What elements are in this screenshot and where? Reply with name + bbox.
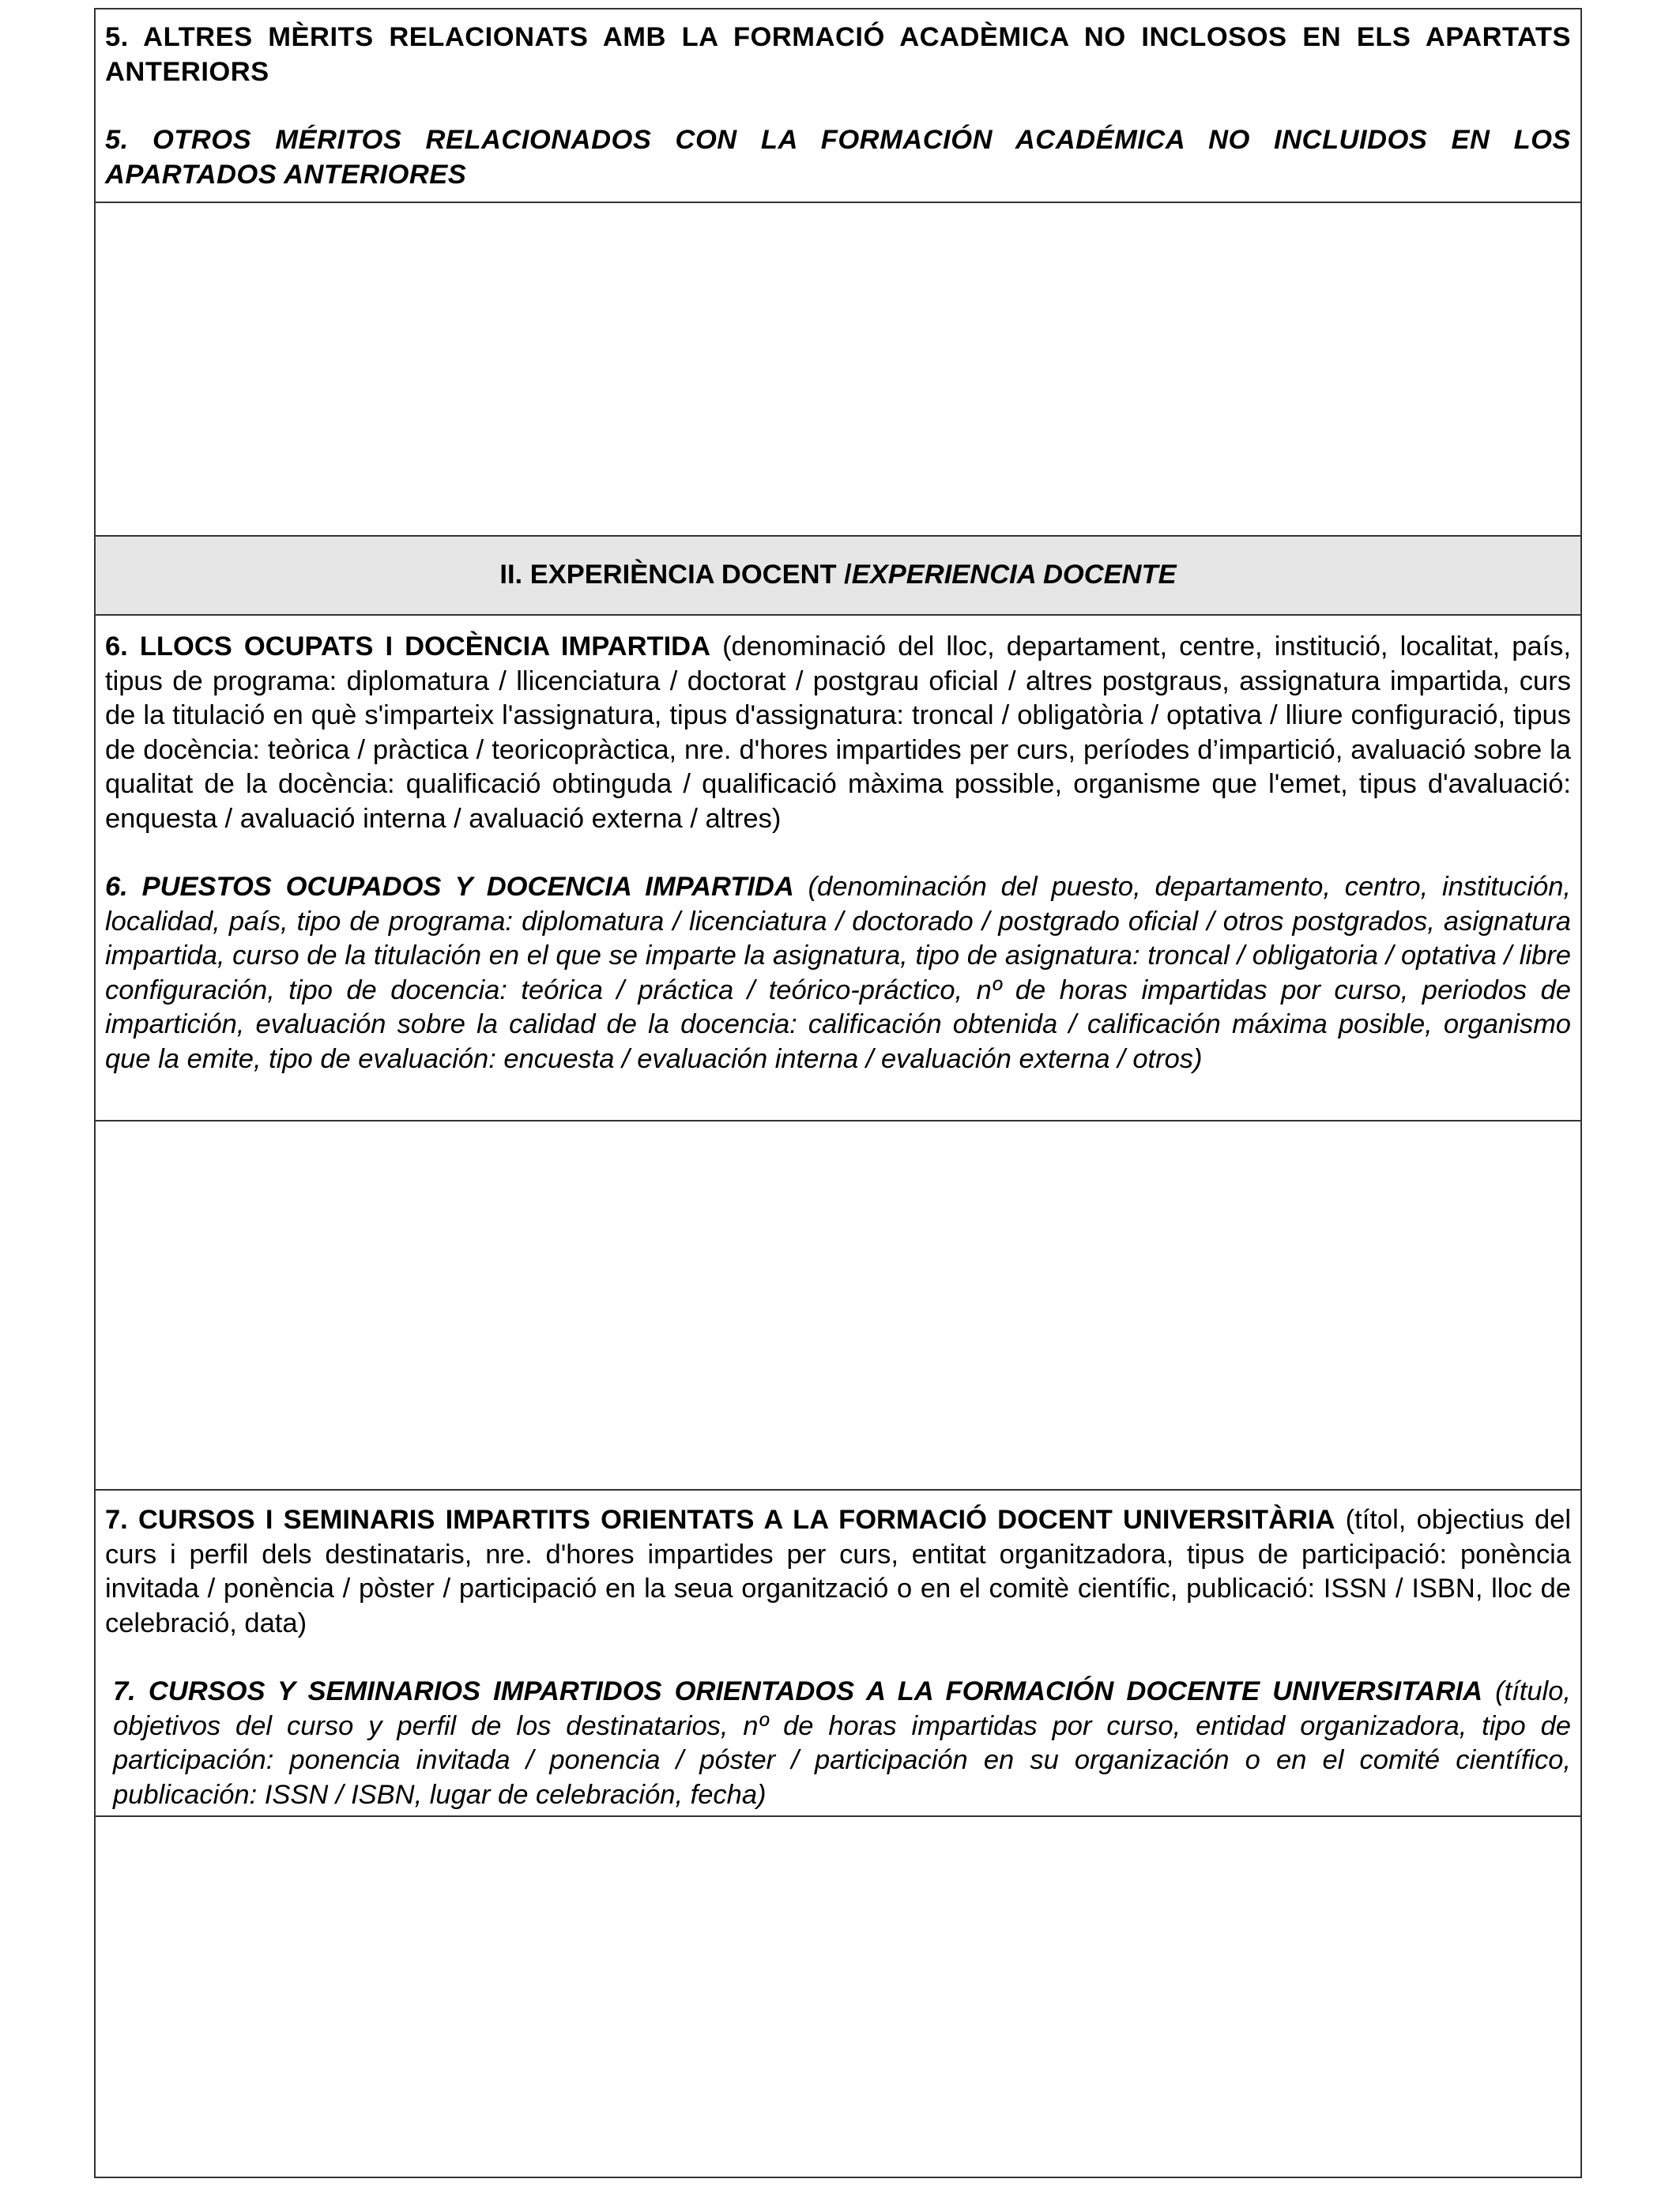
section-5-title-ca: 5. ALTRES MÈRITS RELACIONATS AMB LA FORMACIÓ ACADÈMICA NO INCLOSOS EN ELS APARTATS ANTERIORS: [105, 22, 1571, 87]
section-6-entry-area[interactable]: [96, 1122, 1580, 1491]
section-7-entry-area[interactable]: [96, 1817, 1580, 2177]
cv-form-table: [94, 8, 1582, 2178]
section-7-desc-ca: (títol, objectius del curs i perfil dels destinataris, nre. d'hores impartides per curs, entitat organitzadora, tipus de participació: ponència invitada / ponència / pòster / participació en la seua organització o en el comitè científic, publicació: ISSN / ISBN, lloc de celebració, data): [105, 1505, 1571, 1638]
section-7-desc-es: (título, objetivos del curso y perfil de los destinatarios, nº de horas impartidas por curso, entidad organizadora, tipo de participación: ponencia invitada / ponencia / póster / participación en su organización o en el comité científico, publicación: ISSN / ISBN, lugar de celebración, fecha): [113, 1676, 1571, 1810]
section-5-entry-area[interactable]: [96, 203, 1580, 537]
section-6-desc-ca: (denominació del lloc, departament, centre, institució, localitat, país, tipus de programa: diplomatura / llicenciatura / doctorat / postgrau oficial / altres postgraus, assignatura impartida, curs de la titulació en què s'imparteix l'assignatura, tipus d'assignatura: troncal / obligatòria / optativa / lliure configuració, tipus de docència: teòrica / pràctica / teoricopràctica, nre. d'hores impartides per curs, períodes d’impartició, avaluació sobre la qualitat de la docència: qualificació obtinguda / qualificació màxima possible, organisme que l'emet, tipus d'avaluació: enquesta / avaluació interna / avaluació externa / altres): [105, 631, 1571, 834]
section-ii-title-ca: II. EXPERIÈNCIA DOCENT /: [499, 560, 852, 590]
section-6-title-es: 6. PUESTOS OCUPADOS Y DOCENCIA IMPARTIDA: [105, 872, 794, 902]
section-6-desc-es: (denominación del puesto, departamento, centro, institución, localidad, país, tipo de programa: diplomatura / licenciatura / doctorado / postgrado oficial / otros postgrados, asignatura impartida, curso de la titulación en el que se imparte la asignatura, tipo de asignatura: troncal / obligatoria / optativa / libre configuración, tipo de docencia: teórica / práctica / teórico-práctico, nº de horas impartidas por curso, periodos de impartición, evaluación sobre la calidad de la docencia: calificación obtenida / calificación máxima posible, organismo que la emite, tipo de evaluación: encuesta / evaluación interna / evaluación externa / otros): [105, 872, 1571, 1074]
section-7-title-es: 7. CURSOS Y SEMINARIOS IMPARTIDOS ORIENTADOS A LA FORMACIÓN DOCENTE UNIVERSITARIA: [113, 1676, 1482, 1706]
section-7-paragraph-es: [105, 1675, 1571, 1812]
section-6-title-ca: 6. LLOCS OCUPATS I DOCÈNCIA IMPARTIDA: [105, 631, 710, 662]
section-6-header: [96, 616, 1580, 1122]
section-ii-header: [96, 537, 1580, 616]
section-5-header: [96, 9, 1580, 203]
section-5-title-es: 5. OTROS MÉRITOS RELACIONADOS CON LA FORMACIÓN ACADÉMICA NO INCLUIDOS EN LOS APARTADOS ANTERIORES: [105, 125, 1571, 190]
section-ii-title-es: EXPERIENCIA DOCENTE: [851, 560, 1177, 590]
section-7-paragraph-ca: [105, 1503, 1571, 1641]
section-7-title-ca: 7. CURSOS I SEMINARIS IMPARTITS ORIENTATS A LA FORMACIÓ DOCENT UNIVERSITÀRIA: [105, 1505, 1335, 1535]
section-6-paragraph-ca: [105, 630, 1571, 836]
section-7-header: [96, 1491, 1580, 1817]
section-6-paragraph-es: [105, 870, 1571, 1076]
